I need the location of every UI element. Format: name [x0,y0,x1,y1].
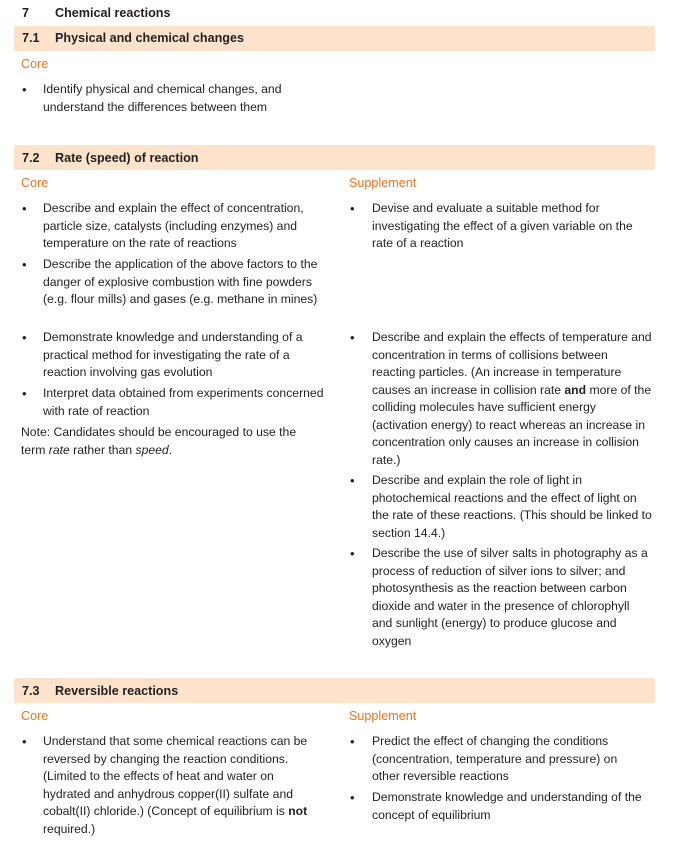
bullet-icon: • [350,201,355,216]
core-item: Describe and explain the effect of concentration, particle size, catalysts (including enzymes) and temperature on the rate of reactions [43,201,304,250]
core-item: Identify physical and chemical changes, and understand the differences between them [43,82,282,114]
chapter-title: Chemical reactions [55,6,171,20]
note-text: Note: Candidates should be encouraged to use the term rate rather than speed. [21,425,297,457]
bullet-icon: • [22,330,27,345]
core-item: Understand that some chemical reactions can be reversed by changing the reaction conditions. (Limited to the effects of heat and water on hydrated and anhydrous copper(II) sulfate and cobalt(II) chloride.) (Concept of equilibrium is not required.) [43,734,308,836]
bullet-icon: • [350,546,355,561]
supplement-label: Supplement [349,709,417,723]
core-item: Demonstrate knowledge and understanding of a practical method for investigating the rate of a reaction involving gas evolution [43,330,303,379]
supplement-item: Demonstrate knowledge and understanding of the concept of equilibrium [372,790,642,822]
bullet-icon: • [350,330,355,345]
supplement-item: Describe the use of silver salts in photography as a process of reduction of silver ions to silver; and photosynthesis as the reaction between carbon dioxide and water in the presence of chlorophyll and sunlight (energy) to produce glucose and oxygen [372,546,648,648]
bullet-icon: • [22,386,27,401]
bullet-icon: • [350,473,355,488]
supplement-item: Describe and explain the effects of temperature and concentration in terms of collisions between reacting particles. (An increase in temperature causes an increase in collision rate and more of the colliding molecules have sufficient energy (activation energy) to react whereas an increase in concentration only causes an increase in collision rate.) [372,330,652,467]
core-item: Interpret data obtained from experiments concerned with rate of reaction [43,386,324,418]
supplement-item: Devise and evaluate a suitable method for investigating the effect of a given variable on the rate of a reaction [372,201,633,250]
bullet-icon: • [350,734,355,749]
bullet-icon: • [350,790,355,805]
core-item: Describe the application of the above factors to the danger of explosive combustion with fine powders (e.g. flour mills) and gases (e.g. methane in mines) [43,257,318,306]
section-title: Reversible reactions [55,684,179,698]
supplement-item: Predict the effect of changing the conditions (concentration, temperature and pressure) on other reversible reactions [372,734,618,783]
section-title: Rate (speed) of reaction [55,151,199,165]
bullet-icon: • [22,257,27,272]
chapter-number: 7 [22,6,30,20]
bullet-icon: • [22,201,27,216]
core-label: Core [21,709,49,723]
section-number: 7.3 [22,684,40,698]
bullet-icon: • [22,82,27,97]
section-title: Physical and chemical changes [55,31,244,45]
supplement-label: Supplement [349,176,417,190]
supplement-item: Describe and explain the role of light in photochemical reactions and the effect of light on the rate of these reactions. (This should be linked to section 14.4.) [372,473,652,540]
section-number: 7.2 [22,151,40,165]
bullet-icon: • [22,734,27,749]
section-number: 7.1 [22,31,40,45]
core-label: Core [21,176,49,190]
core-label: Core [21,57,49,71]
